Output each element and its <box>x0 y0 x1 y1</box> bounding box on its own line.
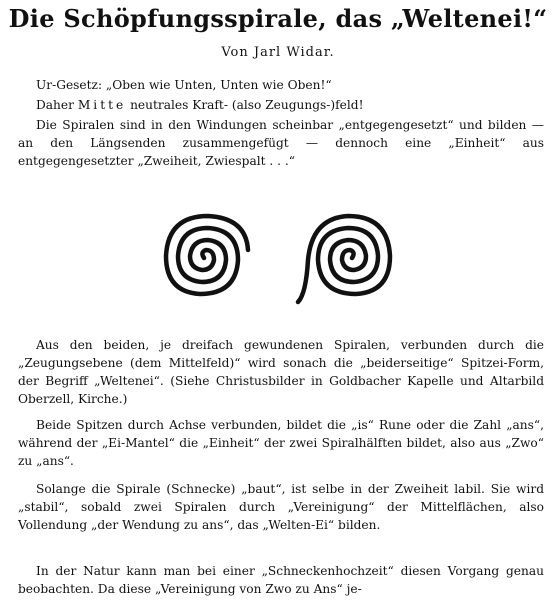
paragraph-law: Ur-Gesetz: „Oben wie Unten, Unten wie Oben!“ <box>36 78 332 92</box>
double-spiral-illustration <box>130 202 430 314</box>
author-line: Von Jarl Widar. <box>221 45 335 60</box>
paragraph-spirals: Die Spiralen sind in den Windungen scheinbar „entgegengesetzt“ und bilden — an den Längsenden zusammengefügt — dennoch eine „Einheit“ aus entgegengesetzter „Zweiheit, Zwiespalt . . .“ <box>18 118 544 168</box>
right-spiral <box>298 216 390 302</box>
paragraph-middle-spaced: Mitte <box>77 98 127 112</box>
paragraph-middle-before: Daher <box>36 98 78 112</box>
paragraph-nature: In der Natur kann man bei einer „Schneckenhochzeit“ diesen Vorgang genau beobachten. Da diese „Vereinigung von Zwo zu Ans“ je- <box>18 564 544 596</box>
left-spiral <box>166 216 248 294</box>
paragraph-weltenei: Aus den beiden, je dreifach gewundenen Spiralen, verbunden durch die „Zeugungsebene (dem Mittelfeld)“ wird sonach die „beiderseitige“ Spitzei-Form, der Begriff „Weltenei“. (Siehe Christusbilder in Goldbacher Kapelle und Altarbild Oberzell, Kirche.) <box>18 338 544 406</box>
paragraph-snail: Solange die Spirale (Schnecke) „baut“, ist selbe in der Zweiheit labil. Sie wird „stabil“, sobald zwei Spiralen durch „Vereinigung“ der Mittelflächen, also Vollendung „der Wendung zu ans“, das „Welten-Ei“ bilden. <box>18 482 544 532</box>
paragraph-middle-after: neutrales Kraft- (also Zeugungs-)feld! <box>126 98 364 112</box>
article-title: Die Schöpfungsspirale, das „Weltenei!“ <box>8 4 548 33</box>
paragraph-middle <box>18 96 544 114</box>
paragraph-rune: Beide Spitzen durch Achse verbunden, bildet die „is“ Rune oder die Zahl „ans“, während der „Ei-Mantel“ die „Einheit“ der zwei Spiralhälften bildet, also aus „Zwo“ zu „ans“. <box>18 418 544 468</box>
